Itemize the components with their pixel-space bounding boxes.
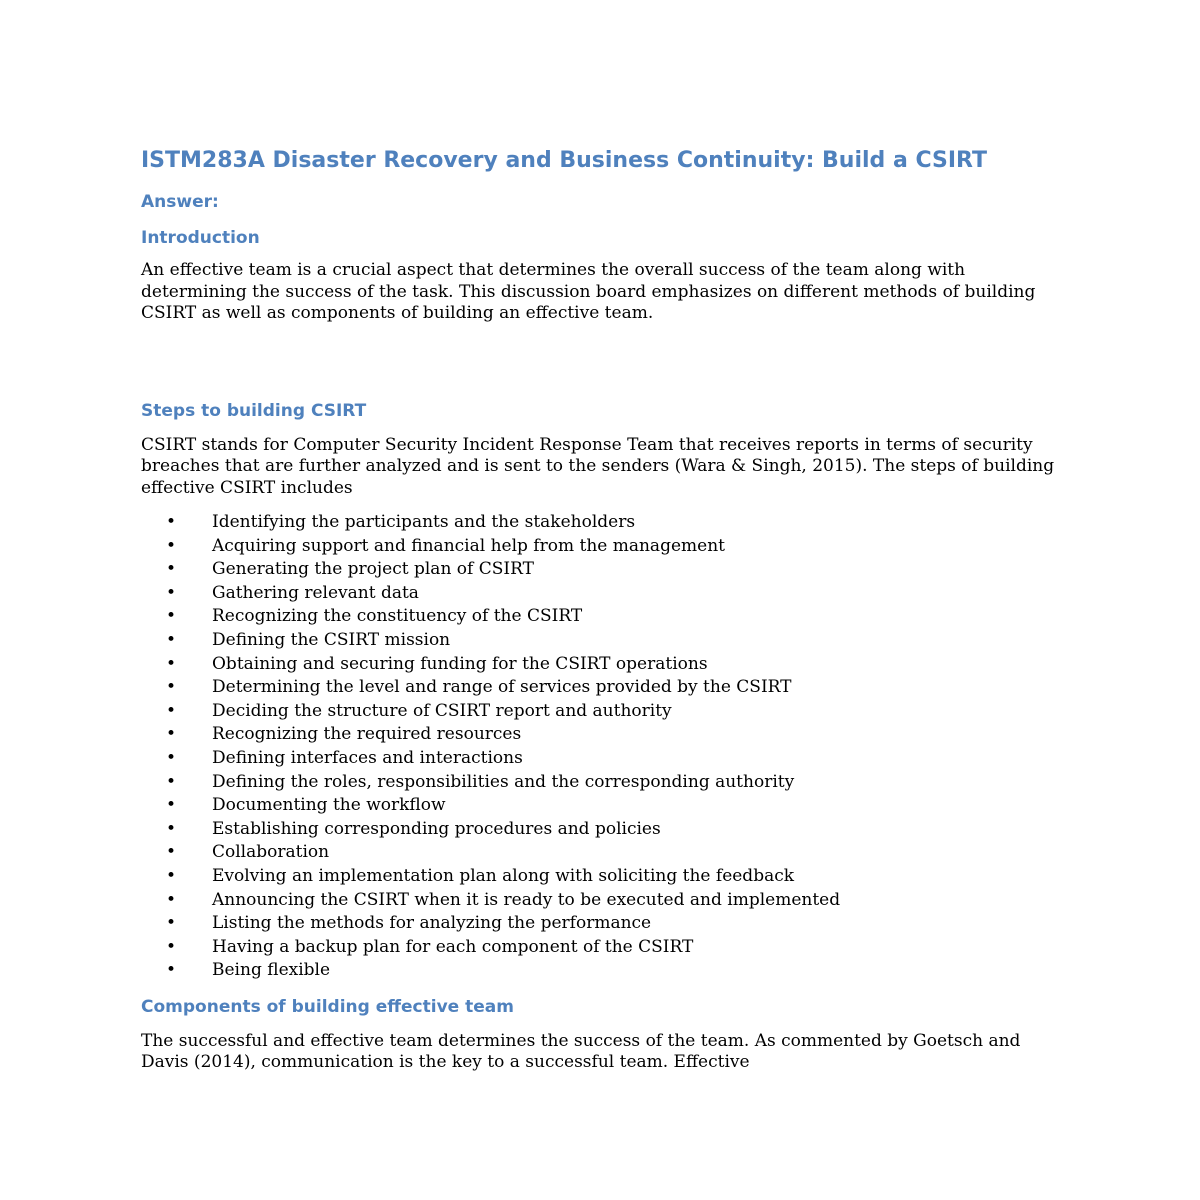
- list-item: [141, 511, 1061, 535]
- bullet-glyph: •: [166, 747, 177, 768]
- list-item-text: Recognizing the required resources: [212, 724, 522, 745]
- steps-paragraph: CSIRT stands for Computer Security Incident Response Team that receives reports in terms of security breaches that are further analyzed and is sent to the senders (Wara & Singh, 2015). The steps of building effective CSIRT includes: [141, 434, 1055, 498]
- bullet-glyph: •: [166, 771, 177, 792]
- list-item: [141, 676, 1061, 700]
- bullet-glyph: •: [166, 606, 177, 627]
- introduction-heading: Introduction: [141, 228, 260, 248]
- bullet-glyph: •: [166, 559, 177, 580]
- bullet-glyph: •: [166, 818, 177, 839]
- list-item-text: Being flexible: [212, 960, 331, 981]
- list-item-text: Defining the roles, responsibilities and the corresponding authority: [212, 771, 795, 792]
- bullet-glyph: •: [166, 582, 177, 603]
- list-item: [141, 558, 1061, 582]
- list-item-text: Listing the methods for analyzing the performance: [212, 913, 652, 934]
- bullet-glyph: •: [166, 677, 177, 698]
- list-item-text: Documenting the workflow: [212, 795, 446, 816]
- components-paragraph: The successful and effective team determines the success of the team. As commented by Goetsch and Davis (2014), communication is the key to a successful team. Effective: [141, 1030, 1021, 1073]
- list-item-text: Defining the CSIRT mission: [212, 629, 451, 650]
- bullet-glyph: •: [166, 795, 177, 816]
- list-item-text: Defining interfaces and interactions: [212, 747, 523, 768]
- list-item-text: Generating the project plan of CSIRT: [212, 559, 534, 580]
- bullet-glyph: •: [166, 936, 177, 957]
- list-item-text: Announcing the CSIRT when it is ready to be executed and implemented: [212, 889, 841, 910]
- bullet-glyph: •: [166, 653, 177, 674]
- list-item: [141, 700, 1061, 724]
- answer-heading: Answer:: [141, 192, 219, 212]
- list-item-text: Collaboration: [212, 842, 330, 863]
- list-item: [141, 936, 1061, 960]
- bullet-glyph: •: [166, 700, 177, 721]
- bullet-glyph: •: [166, 960, 177, 981]
- list-item: [141, 818, 1061, 842]
- list-item: [141, 535, 1061, 559]
- bullet-glyph: •: [166, 535, 177, 556]
- bullet-glyph: •: [166, 512, 177, 532]
- list-item: [141, 605, 1061, 629]
- list-item: [141, 841, 1061, 865]
- document-body: [141, 146, 1061, 1074]
- bullet-glyph: •: [166, 842, 177, 863]
- steps-list: [141, 511, 1061, 983]
- list-item: [141, 723, 1061, 747]
- list-item: [141, 653, 1061, 677]
- list-item: [141, 865, 1061, 889]
- list-item: [141, 889, 1061, 913]
- list-item-text: Identifying the participants and the stakeholders: [212, 512, 636, 532]
- bullet-glyph: •: [166, 865, 177, 886]
- document-title: ISTM283A Disaster Recovery and Business Continuity: Build a CSIRT: [141, 148, 987, 173]
- list-item-text: Obtaining and securing funding for the CSIRT operations: [212, 653, 708, 674]
- list-item: [141, 959, 1061, 983]
- bullet-glyph: •: [166, 724, 177, 745]
- list-item-text: Evolving an implementation plan along with soliciting the feedback: [212, 865, 795, 886]
- list-item-text: Recognizing the constituency of the CSIRT: [212, 606, 583, 627]
- list-item-text: Acquiring support and financial help from the management: [212, 535, 725, 556]
- list-item-text: Deciding the structure of CSIRT report and authority: [212, 700, 672, 721]
- bullet-glyph: •: [166, 629, 177, 650]
- list-item: [141, 794, 1061, 818]
- list-item-text: Establishing corresponding procedures and policies: [212, 818, 661, 839]
- list-item: [141, 582, 1061, 606]
- list-item-text: Gathering relevant data: [212, 582, 419, 603]
- bullet-glyph: •: [166, 913, 177, 934]
- list-item: [141, 629, 1061, 653]
- list-item-text: Having a backup plan for each component of the CSIRT: [212, 936, 694, 957]
- list-item: [141, 747, 1061, 771]
- introduction-paragraph: An effective team is a crucial aspect that determines the overall success of the team along with determining the success of the task. This discussion board emphasizes on different methods of building CSIRT as well as components of building an effective team.: [141, 260, 1036, 323]
- list-item-text: Determining the level and range of services provided by the CSIRT: [212, 677, 792, 698]
- list-item: [141, 912, 1061, 936]
- components-heading: Components of building effective team: [141, 996, 514, 1017]
- steps-heading: Steps to building CSIRT: [141, 400, 367, 421]
- bullet-glyph: •: [166, 889, 177, 910]
- list-item: [141, 771, 1061, 795]
